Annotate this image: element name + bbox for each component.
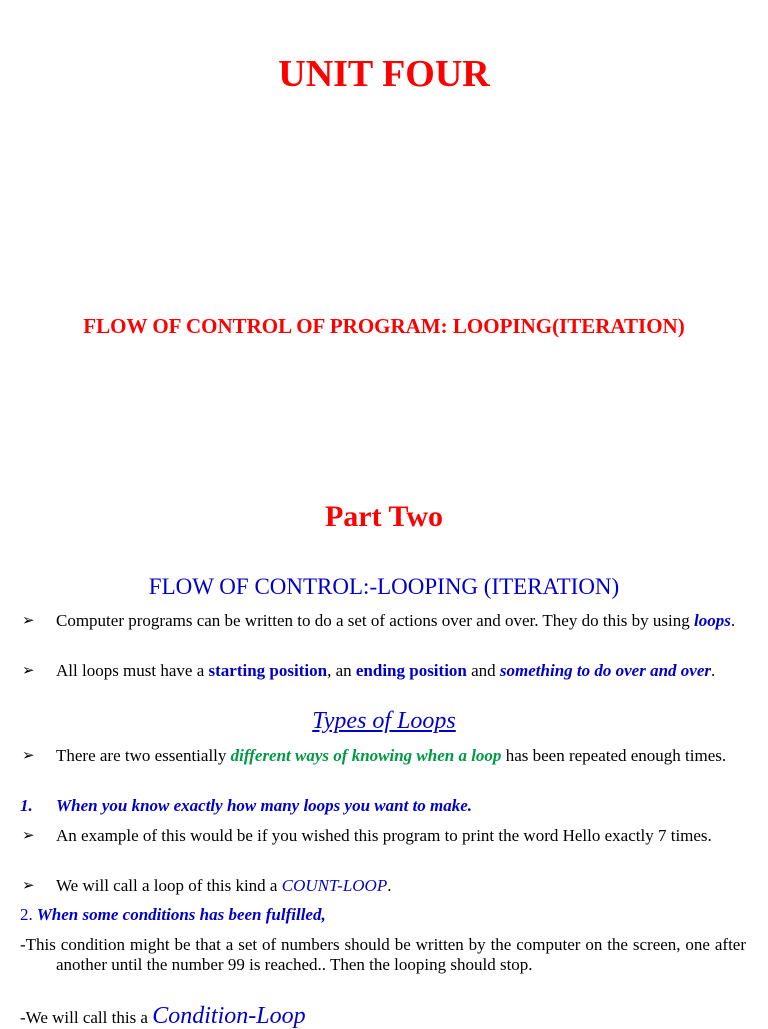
bullet-arrow-icon: ➢	[22, 613, 35, 629]
bullet-arrow-icon: ➢	[22, 748, 35, 764]
item-text: When some conditions has been fulfilled,	[32, 905, 326, 924]
paragraph-text: Computer programs can be written to do a set of actions over and over. They do this by using	[56, 611, 694, 630]
item-number: 1.	[20, 796, 33, 815]
paragraph-text: , an	[327, 661, 356, 680]
loops-emphasis: loops	[694, 611, 731, 630]
bullet-arrow-icon: ➢	[22, 828, 35, 844]
item-text: When you know exactly how many loops you want to make.	[56, 796, 473, 815]
different-ways-emphasis: different ways of knowing when a loop	[230, 746, 502, 765]
section-title: FLOW OF CONTROL:-LOOPING (ITERATION)	[148, 574, 620, 599]
repeat-emphasis: something to do over and over	[499, 661, 712, 680]
numbered-item-2	[20, 905, 750, 925]
unit-title: UNIT FOUR	[278, 53, 490, 95]
paragraph-condition-loop	[20, 1003, 750, 1029]
paragraph-text: and	[466, 661, 500, 680]
paragraph-end: .	[387, 876, 392, 895]
paragraph-text: -We will call this a	[20, 1008, 153, 1027]
paragraph-text: There are two essentially	[56, 746, 231, 765]
paragraph-text: All loops must have a	[56, 661, 209, 680]
subtitle: FLOW OF CONTROL OF PROGRAM: LOOPING(ITERATION)	[83, 314, 685, 338]
count-loop-emphasis: COUNT-LOOP	[281, 876, 388, 895]
bullet-arrow-icon: ➢	[22, 878, 35, 894]
numbered-item-1	[20, 796, 750, 816]
paragraph-loops-intro	[56, 611, 746, 631]
condition-loop-emphasis: Condition-Loop	[152, 1003, 306, 1029]
ending-position-emphasis: ending position	[355, 661, 467, 680]
paragraph-text: We will call a loop of this kind a	[56, 876, 282, 895]
paragraph-two-ways	[56, 746, 746, 766]
paragraph-condition: -This condition might be that a set of numbers should be written by the computer on the screen, one after another until the number 99 is reached.. Then the looping should stop.	[20, 935, 746, 974]
paragraph-example: An example of this would be if you wished this program to print the word Hello exactly 7 times.	[56, 826, 712, 845]
paragraph-end: .	[730, 611, 736, 630]
bullet-arrow-icon: ➢	[22, 663, 35, 679]
types-of-loops-heading: Types of Loops	[312, 708, 456, 734]
part-title: Part Two	[324, 500, 444, 533]
paragraph-text: has been repeated enough times.	[501, 746, 727, 765]
paragraph-loop-requirements	[56, 661, 746, 681]
item-number: 2.	[20, 905, 33, 924]
paragraph-count-loop	[56, 876, 746, 896]
starting-position-emphasis: starting position	[208, 661, 328, 680]
paragraph-end: .	[711, 661, 716, 680]
